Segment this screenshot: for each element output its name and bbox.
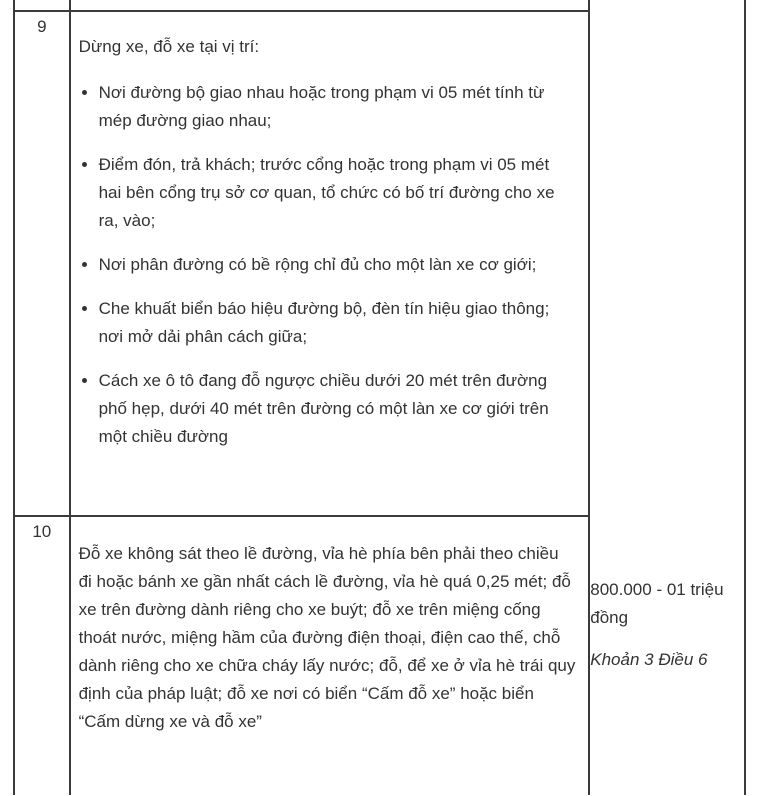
penalty-cell bbox=[589, 0, 745, 795]
violation-bullet: • Nơi đường bộ giao nhau hoặc trong phạm vi 05 mét tính từ mép đường giao nhau; bbox=[99, 79, 577, 135]
penalty-amount: 800.000 - 01 triệu đồng bbox=[590, 580, 724, 627]
violation-description-cell bbox=[70, 11, 590, 516]
violation-bullet-list bbox=[79, 79, 577, 451]
violation-table bbox=[13, 0, 746, 795]
row-number: 9 bbox=[14, 11, 70, 516]
table-row-previous-sliver bbox=[14, 0, 745, 11]
violation-bullet: • Điểm đón, trả khách; trước cổng hoặc trong phạm vi 05 mét hai bên cổng trụ sở cơ quan, tổ chức có bố trí đường cho xe ra, vào; bbox=[99, 151, 577, 235]
number-cell-previous bbox=[14, 0, 70, 11]
violation-bullet: • Che khuất biển báo hiệu đường bộ, đèn tín hiệu giao thông; nơi mở dải phân cách giữa; bbox=[99, 295, 577, 351]
row-number: 10 bbox=[14, 516, 70, 795]
legal-reference: Khoản 3 Điều 6 bbox=[590, 650, 708, 669]
violation-bullet: • Nơi phân đường có bề rộng chỉ đủ cho một làn xe cơ giới; bbox=[99, 251, 577, 279]
violation-description-cell bbox=[70, 516, 590, 795]
violation-intro: Dừng xe, đỗ xe tại vị trí: bbox=[78, 37, 260, 56]
violation-bullet: • Cách xe ô tô đang đỗ ngược chiều dưới 20 mét trên đường phố hẹp, dưới 40 mét trên đường có một làn xe cơ giới trên một chiều đường bbox=[99, 367, 577, 451]
description-cell-previous bbox=[70, 0, 590, 11]
violation-text: Đỗ xe không sát theo lề đường, vỉa hè phía bên phải theo chiều đi hoặc bánh xe gần nhất cách lề đường, vỉa hè quá 0,25 mét; đỗ xe trên đường dành riêng cho xe buýt; đỗ xe trên miệng cống thoát nước, miệng hầm của đường điện thoại, điện cao thế, chỗ dành riêng cho xe chữa cháy lấy nước; đỗ, để xe ở vỉa hè trái quy định của pháp luật; đỗ xe nơi có biển “Cấm đỗ xe” hoặc biển “Cấm dừng xe và đỗ xe” bbox=[78, 544, 576, 731]
penalty-block bbox=[590, 576, 744, 674]
